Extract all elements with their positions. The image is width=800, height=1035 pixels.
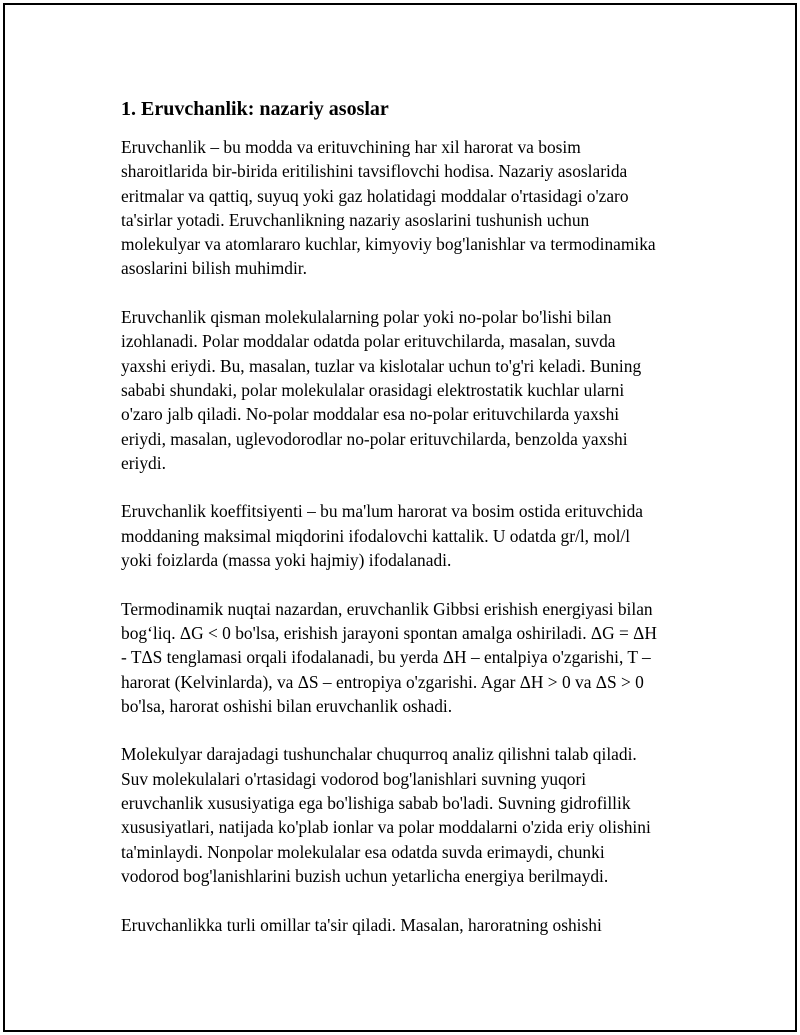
text-line: Eruvchanlik koeffitsiyenti – bu ma'lum harorat va bosim ostida erituvchida [121, 501, 643, 522]
text-line: ta'sirlar yotadi. Eruvchanlikning nazariy asoslarini tushunish uchun [121, 209, 590, 230]
text-line: vodorod bog'lanishlarini buzish uchun yetarlicha energiya berilmaydi. [121, 865, 609, 886]
text-line: molekulyar va atomlararo kuchlar, kimyoviy bog'lanishlar va termodinamika [121, 234, 656, 255]
text-line: bo'lsa, harorat oshishi bilan eruvchanlik oshadi. [121, 695, 453, 716]
text-line: ta'minlaydi. Nonpolar molekulalar esa odatda suvda erimaydi, chunki [121, 841, 605, 862]
page-frame [3, 3, 797, 1032]
text-line: yaxshi eriydi. Bu, masalan, tuzlar va kislotalar uchun to'g'ri keladi. Buning [121, 355, 642, 376]
section-heading: 1. Eruvchanlik: nazariy asoslar [121, 98, 389, 120]
text-line: o'zaro jalb qiladi. No-polar moddalar esa no-polar erituvchilarda yaxshi [121, 404, 620, 425]
text-line: bog‘liq. ΔG < 0 bo'lsa, erishish jarayoni spontan amalga oshiriladi. ΔG = ΔH [121, 622, 657, 643]
document-body [121, 97, 711, 961]
paragraph-molecular [121, 742, 711, 888]
text-line: eritmalar va qattiq, suyuq yoki gaz holatidagi moddalar o'rtasidagi o'zaro [121, 185, 629, 206]
text-line: harorat (Kelvinlarda), va ΔS – entropiya o'zgarishi. Agar ΔH > 0 va ΔS > 0 [121, 671, 644, 692]
text-line: Eruvchanlikka turli omillar ta'sir qiladi. Masalan, haroratning oshishi [121, 914, 602, 935]
text-line: sharoitlarida bir-birida eritilishini tavsiflovchi hodisa. Nazariy asoslarida [121, 161, 628, 182]
text-line: - TΔS tenglamasi orqali ifodalanadi, bu yerda ΔH – entalpiya o'zgarishi, T – [121, 647, 651, 668]
paragraph-thermodynamics [121, 597, 711, 718]
text-line: moddaning maksimal miqdorini ifodalovchi kattalik. U odatda gr/l, mol/l [121, 525, 631, 546]
text-line: Eruvchanlik qisman molekulalarning polar yoki no-polar bo'lishi bilan [121, 307, 612, 328]
text-line: eriydi, masalan, uglevodorodlar no-polar erituvchilarda, benzolda yaxshi [121, 428, 628, 449]
paragraph-polarity [121, 305, 711, 475]
text-line: Molekulyar darajadagi tushunchalar chuqurroq analiz qilishni talab qiladi. [121, 744, 637, 765]
text-line: xususiyatlari, natijada ko'plab ionlar va polar moddalarni o'zida eriy olishini [121, 817, 651, 838]
text-line: asoslarini bilish muhimdir. [121, 258, 307, 279]
text-line: Termodinamik nuqtai nazardan, eruvchanlik Gibbsi erishish energiyasi bilan [121, 598, 653, 619]
text-line: izohlanadi. Polar moddalar odatda polar erituvchilarda, masalan, suvda [121, 331, 616, 352]
paragraph-factors [121, 913, 711, 937]
text-line: yoki foizlarda (massa yoki hajmiy) ifodalanadi. [121, 550, 452, 571]
text-line: eriydi. [121, 452, 166, 473]
paragraph-coefficient [121, 499, 711, 572]
paragraph-intro [121, 135, 711, 281]
text-line: eruvchanlik xususiyatiga ega bo'lishiga sabab bo'ladi. Suvning gidrofillik [121, 793, 631, 814]
text-line: Suv molekulalari o'rtasidagi vodorod bog'lanishlari suvning yuqori [121, 768, 587, 789]
text-line: sababi shundaki, polar molekulalar orasidagi elektrostatik kuchlar ularni [121, 379, 625, 400]
text-line: Eruvchanlik – bu modda va erituvchining har xil harorat va bosim [121, 137, 581, 157]
